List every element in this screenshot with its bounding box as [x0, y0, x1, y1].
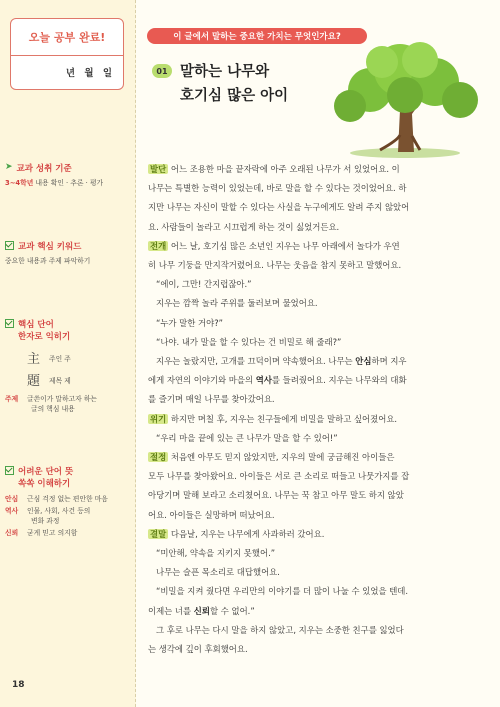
text-line: 이제는 너를 — [148, 605, 194, 616]
story-title-line-1: 말하는 나무와 — [180, 64, 270, 80]
text-line: 는 생각에 깊이 후회했어요. — [148, 644, 248, 655]
text-line: 글의 핵심 내용 — [31, 404, 75, 413]
text-line: 를 들려줬어요. 지우는 나무와의 대화 — [271, 375, 407, 386]
text-line: 를 즐기며 매일 나무를 찾아갔어요. — [148, 394, 275, 405]
keyword-section — [5, 240, 130, 266]
vocab-item — [5, 507, 130, 527]
criteria-section — [5, 162, 130, 188]
text-line: 제목 제 — [49, 376, 71, 385]
vocab-heading-1: 어려운 단어 뜻 — [18, 467, 74, 477]
vocab-highlight: 안심 — [355, 356, 372, 367]
text-line: 신뢰 — [5, 528, 19, 537]
hanja-section — [5, 318, 130, 415]
text-line: 아당기며 말해 보라고 소리쳤어요. 나무는 꾹 참고 아무 말도 하지 않았 — [148, 490, 404, 501]
lesson-number: 01 — [152, 64, 172, 78]
text-line: 어느 날, 호기심 많은 소년인 지우는 나무 아래에서 놀다가 우연 — [170, 240, 400, 251]
text-line: 주인 주 — [49, 354, 71, 363]
text-line: 글쓴이가 말하고자 하는 — [27, 395, 97, 403]
story-body — [148, 160, 484, 659]
text-line: 題 — [27, 374, 41, 389]
text-line: 변화 과정 — [31, 516, 60, 525]
page-number: 18 — [12, 680, 25, 690]
keyword-text: 중요한 내용과 주제 파악하기 — [5, 257, 91, 265]
check-icon — [5, 241, 14, 250]
stage-tag-crisis: 위기 — [150, 413, 167, 424]
vocab-item — [5, 529, 130, 539]
tree-illustration — [320, 40, 490, 160]
text-line: 모두 나무를 찾아왔어요. 아이들은 서로 큰 소리로 떠들고 나뭇가지를 잡 — [148, 471, 410, 482]
text-line: 다음날, 지우는 나무에게 사과하러 갔어요. — [170, 528, 325, 539]
hanja-item — [27, 348, 130, 367]
text-line: 어느 조용한 마을 끝자락에 아주 오래된 나무가 서 있었어요. 이 — [170, 164, 400, 174]
text-line: 에게 자연의 이야기와 마을의 — [148, 375, 256, 386]
criteria-text: 내용 확인 · 추론 · 평가 — [35, 179, 104, 187]
text-line: “나야. 내가 말을 할 수 있다는 건 비밀로 해 줄래?” — [156, 336, 342, 347]
text-line: 굳게 믿고 의지함 — [27, 528, 78, 537]
text-line: 그 후로 나무는 다시 말을 하지 않았고, 지우는 소중한 친구를 잃었다 — [156, 624, 404, 635]
hanja-heading-2: 한자로 익히기 — [18, 332, 71, 342]
check-icon — [5, 319, 14, 328]
text-line: 안심 — [5, 495, 19, 503]
vocab-highlight: 역사 — [255, 375, 272, 386]
arrow-icon: ➤ — [5, 162, 13, 172]
vocab-section — [5, 465, 130, 538]
study-complete-title: 오늘 공부 완료! — [11, 19, 123, 56]
text-line: 히 나무 기둥을 만지작거렸어요. 나무는 웃음을 참지 못하고 말했어요. — [148, 260, 402, 271]
text-line: 주제 — [5, 395, 19, 403]
stage-tag-start: 발단 — [150, 164, 167, 174]
study-date: 년 월 일 — [65, 68, 115, 79]
hanja-word-definition — [5, 395, 130, 415]
stage-tag-development: 전개 — [150, 240, 167, 251]
stage-tag-climax: 절정 — [150, 452, 167, 463]
hanja-item — [27, 370, 130, 389]
text-line: 어요. 아이들은 실망하며 떠났어요. — [148, 509, 275, 520]
text-line: 지우는 놀랐지만, 고개를 끄덕이며 약속했어요. 나무는 — [156, 356, 356, 367]
sidebar — [0, 0, 136, 707]
text-line: 근심 걱정 없는 편안한 마음 — [27, 495, 108, 503]
text-line: 지우는 깜짝 놀라 주위를 둘러보며 물었어요. — [156, 298, 318, 309]
text-line: 나무는 슬픈 목소리로 대답했어요. — [156, 567, 280, 578]
text-line: 역사 — [5, 506, 19, 515]
text-line: 하지만 며칠 후, 지우는 친구들에게 비밀을 말하고 싶어졌어요. — [170, 413, 398, 424]
text-line: 할 수 없어.” — [209, 605, 255, 616]
text-line: 지만 나무는 자신이 말할 수 있다는 사실을 누구에게도 알려 주지 않았어 — [148, 202, 410, 213]
text-line: 하며 지우 — [371, 356, 407, 367]
text-line: “미안해, 약속을 지키지 못했어.” — [156, 548, 276, 559]
criteria-heading: 교과 성취 기준 — [16, 164, 72, 174]
text-line: 나무는 특별한 능력이 있었는데, 바로 말을 할 수 있다는 것이었어요. 하 — [148, 183, 407, 194]
vocab-heading-2: 쏙쏙 이해하기 — [18, 479, 71, 489]
study-complete-box — [10, 18, 124, 90]
criteria-grade: 3~4학년 — [5, 179, 34, 187]
keyword-heading: 교과 핵심 키워드 — [18, 242, 82, 252]
stage-tag-ending: 결말 — [150, 528, 167, 539]
text-line: 처음엔 아무도 믿지 않았지만, 지우의 말에 궁금해진 아이들은 — [170, 452, 395, 463]
text-line: 요. 사람들이 놀라고 시끄럽게 하는 것이 싫었거든요. — [148, 221, 340, 232]
check-icon — [5, 466, 14, 475]
vocab-highlight: 신뢰 — [193, 605, 210, 616]
text-line: “누가 말한 거야?” — [156, 317, 223, 328]
text-line: “에이, 그만! 간지럽잖아.” — [156, 279, 252, 290]
text-line: “비밀을 지켜 줬다면 우리만의 이야기를 더 많이 나눌 수 있었을 텐데. — [156, 586, 409, 597]
text-line: 主 — [27, 352, 41, 367]
story-title-line-2: 호기심 많은 아이 — [180, 88, 289, 104]
guiding-question: 이 글에서 말하는 중요한 가치는 무엇인가요? — [147, 28, 367, 44]
text-line: 인물, 사회, 사건 등의 — [27, 506, 91, 515]
vocab-item — [5, 495, 130, 505]
text-line: “우리 마을 끝에 있는 큰 나무가 말을 할 수 있어!” — [156, 432, 338, 443]
hanja-heading-1: 핵심 단어 — [18, 320, 54, 330]
